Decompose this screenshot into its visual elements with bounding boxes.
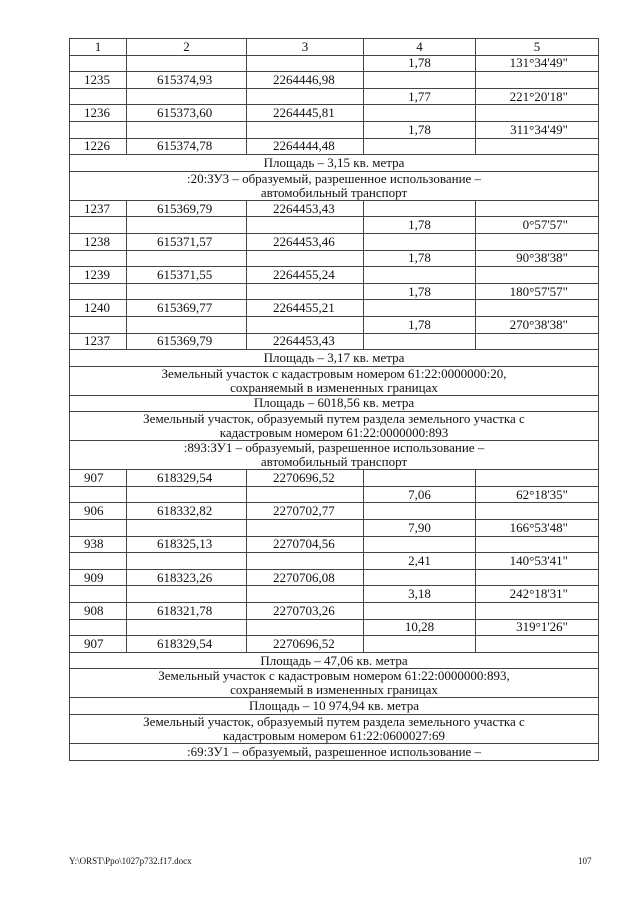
section-heading-line: сохраняемый в измененных границах — [230, 379, 438, 395]
coord-y-empty — [247, 553, 364, 570]
point-number: 1240 — [70, 300, 127, 317]
coord-x: 618321,78 — [127, 603, 247, 620]
coord-x-empty — [127, 486, 247, 503]
segment-angle: 166°53'48" — [476, 520, 599, 537]
coord-x: 615369,79 — [127, 333, 247, 350]
distance-empty — [364, 470, 476, 487]
section-heading-line: автомобильный транспорт — [260, 184, 408, 200]
section-heading-row — [70, 350, 599, 367]
point-number: 908 — [70, 603, 127, 620]
section-heading — [70, 412, 599, 441]
coord-y-empty — [247, 250, 364, 267]
coord-x-empty — [127, 520, 247, 537]
coord-y: 2270704,56 — [247, 536, 364, 553]
point-number-empty — [70, 55, 127, 72]
table-row — [70, 619, 599, 636]
table-row — [70, 586, 599, 603]
section-heading-row — [70, 744, 599, 761]
section-heading — [70, 171, 599, 200]
table-row — [70, 503, 599, 520]
coord-y-empty — [247, 316, 364, 333]
section-heading — [70, 652, 599, 669]
table-header-row — [70, 39, 599, 56]
coord-y-empty — [247, 586, 364, 603]
coord-x: 615371,55 — [127, 267, 247, 284]
table-row — [70, 283, 599, 300]
section-heading — [70, 350, 599, 367]
point-number: 907 — [70, 636, 127, 653]
coord-y: 2264445,81 — [247, 105, 364, 122]
footer-page-number: 107 — [578, 856, 592, 866]
section-heading-line: Земельный участок, образуемый путем раздела земельного участка с — [143, 411, 525, 427]
coord-x-empty — [127, 88, 247, 105]
distance-empty — [364, 300, 476, 317]
table-row — [70, 250, 599, 267]
point-number: 1226 — [70, 138, 127, 155]
point-number-empty — [70, 553, 127, 570]
section-heading-row — [70, 652, 599, 669]
coord-x-empty — [127, 55, 247, 72]
coord-y-empty — [247, 217, 364, 234]
coord-x-empty — [127, 283, 247, 300]
coord-x: 618329,54 — [127, 636, 247, 653]
segment-angle: 319°1'26" — [476, 619, 599, 636]
distance-empty — [364, 503, 476, 520]
coord-x: 615374,78 — [127, 138, 247, 155]
coord-y: 2264446,98 — [247, 72, 364, 89]
point-number-empty — [70, 486, 127, 503]
table-row — [70, 267, 599, 284]
coord-x: 618329,54 — [127, 470, 247, 487]
coord-x: 615369,79 — [127, 200, 247, 217]
table-row — [70, 470, 599, 487]
header-col-2: 2 — [127, 39, 247, 56]
coord-y-empty — [247, 619, 364, 636]
coordinates-table — [69, 38, 599, 761]
table-row — [70, 55, 599, 72]
coord-y: 2264453,43 — [247, 333, 364, 350]
point-number-empty — [70, 121, 127, 138]
coord-y: 2264453,46 — [247, 233, 364, 250]
coord-y: 2270696,52 — [247, 636, 364, 653]
segment-distance: 7,90 — [364, 520, 476, 537]
table-row — [70, 553, 599, 570]
table-row — [70, 636, 599, 653]
table-row — [70, 316, 599, 333]
point-number-empty — [70, 283, 127, 300]
coord-y: 2264453,43 — [247, 200, 364, 217]
header-col-4: 4 — [364, 39, 476, 56]
angle-empty — [476, 300, 599, 317]
table-row — [70, 520, 599, 537]
section-heading-row — [70, 366, 599, 395]
coord-y: 2270706,08 — [247, 569, 364, 586]
section-heading-line: автомобильный транспорт — [260, 454, 408, 470]
table-row — [70, 333, 599, 350]
table-row — [70, 233, 599, 250]
distance-empty — [364, 333, 476, 350]
point-number-empty — [70, 250, 127, 267]
section-heading-line: Площадь – 47,06 кв. метра — [260, 652, 408, 668]
section-heading-line: кадастровым номером 61:22:0000000:893 — [219, 425, 449, 441]
section-heading-line: Земельный участок с кадастровым номером 61:22:0000000:20, — [161, 366, 507, 381]
segment-distance: 1,78 — [364, 250, 476, 267]
distance-empty — [364, 536, 476, 553]
section-heading-row — [70, 441, 599, 470]
angle-empty — [476, 636, 599, 653]
section-heading-row — [70, 715, 599, 744]
segment-distance: 1,78 — [364, 316, 476, 333]
table-row — [70, 105, 599, 122]
section-heading-line: Площадь – 10 974,94 кв. метра — [248, 698, 419, 714]
angle-empty — [476, 72, 599, 89]
coord-y-empty — [247, 121, 364, 138]
section-heading-row — [70, 669, 599, 698]
section-heading-row — [70, 395, 599, 412]
point-number: 1239 — [70, 267, 127, 284]
coord-y: 2264455,21 — [247, 300, 364, 317]
table-row — [70, 486, 599, 503]
section-heading — [70, 715, 599, 744]
coord-y: 2270702,77 — [247, 503, 364, 520]
coord-x-empty — [127, 121, 247, 138]
distance-empty — [364, 72, 476, 89]
segment-angle: 140°53'41" — [476, 553, 599, 570]
section-heading-row — [70, 698, 599, 715]
point-number-empty — [70, 619, 127, 636]
segment-angle: 90°38'38" — [476, 250, 599, 267]
angle-empty — [476, 569, 599, 586]
coord-x-empty — [127, 553, 247, 570]
section-heading — [70, 155, 599, 172]
point-number-empty — [70, 88, 127, 105]
angle-empty — [476, 267, 599, 284]
coord-y-empty — [247, 520, 364, 537]
distance-empty — [364, 233, 476, 250]
segment-distance: 2,41 — [364, 553, 476, 570]
coord-x: 618323,26 — [127, 569, 247, 586]
table-row — [70, 217, 599, 234]
section-heading-row — [70, 155, 599, 172]
coord-x-empty — [127, 217, 247, 234]
coord-x: 618332,82 — [127, 503, 247, 520]
coord-y: 2270696,52 — [247, 470, 364, 487]
section-heading-row — [70, 412, 599, 441]
segment-angle: 311°34'49" — [476, 121, 599, 138]
segment-angle: 221°20'18" — [476, 88, 599, 105]
coord-x-empty — [127, 619, 247, 636]
distance-empty — [364, 636, 476, 653]
section-heading-line: Площадь – 6018,56 кв. метра — [253, 395, 415, 411]
table-row — [70, 138, 599, 155]
section-heading-line: :69:ЗУ1 – образуемый, разрешенное использование – — [186, 743, 482, 759]
table-row — [70, 88, 599, 105]
point-number-empty — [70, 520, 127, 537]
section-heading — [70, 698, 599, 715]
point-number-empty — [70, 217, 127, 234]
coord-y-empty — [247, 486, 364, 503]
coord-x: 618325,13 — [127, 536, 247, 553]
table-row — [70, 536, 599, 553]
section-heading-line: Земельный участок, образуемый путем раздела земельного участка с — [143, 714, 525, 729]
table-row — [70, 300, 599, 317]
coord-x-empty — [127, 250, 247, 267]
angle-empty — [476, 105, 599, 122]
coord-y-empty — [247, 55, 364, 72]
section-heading-line: Площадь – 3,15 кв. метра — [263, 154, 405, 170]
segment-distance: 1,77 — [364, 88, 476, 105]
section-heading — [70, 744, 599, 761]
table-row — [70, 72, 599, 89]
angle-empty — [476, 603, 599, 620]
coord-x: 615371,57 — [127, 233, 247, 250]
coord-y: 2264455,24 — [247, 267, 364, 284]
angle-empty — [476, 138, 599, 155]
segment-distance: 1,78 — [364, 217, 476, 234]
coord-x-empty — [127, 316, 247, 333]
segment-distance: 1,78 — [364, 121, 476, 138]
section-heading-line: сохраняемый в измененных границах — [230, 682, 438, 698]
section-heading — [70, 669, 599, 698]
distance-empty — [364, 267, 476, 284]
section-heading — [70, 441, 599, 470]
coord-x-empty — [127, 586, 247, 603]
distance-empty — [364, 105, 476, 122]
section-heading-row — [70, 171, 599, 200]
point-number: 1235 — [70, 72, 127, 89]
point-number-empty — [70, 316, 127, 333]
coord-x: 615374,93 — [127, 72, 247, 89]
point-number: 1236 — [70, 105, 127, 122]
point-number: 1238 — [70, 233, 127, 250]
segment-angle: 62°18'35" — [476, 486, 599, 503]
table-row — [70, 121, 599, 138]
coord-y: 2264444,48 — [247, 138, 364, 155]
angle-empty — [476, 233, 599, 250]
coord-x: 615369,77 — [127, 300, 247, 317]
distance-empty — [364, 200, 476, 217]
distance-empty — [364, 603, 476, 620]
coord-y-empty — [247, 283, 364, 300]
section-heading-line: :893:ЗУ1 – образуемый, разрешенное использование – — [183, 440, 485, 456]
section-heading-line: Площадь – 3,17 кв. метра — [263, 349, 405, 365]
distance-empty — [364, 138, 476, 155]
section-heading-line: кадастровым номером 61:22:0600027:69 — [222, 728, 445, 743]
section-heading — [70, 366, 599, 395]
table-body — [70, 55, 599, 760]
segment-distance: 3,18 — [364, 586, 476, 603]
point-number-empty — [70, 586, 127, 603]
segment-distance: 1,78 — [364, 283, 476, 300]
segment-distance: 10,28 — [364, 619, 476, 636]
segment-angle: 131°34'49" — [476, 55, 599, 72]
header-col-1: 1 — [70, 39, 127, 56]
header-col-3: 3 — [247, 39, 364, 56]
table-row — [70, 200, 599, 217]
table-row — [70, 603, 599, 620]
segment-distance: 1,78 — [364, 55, 476, 72]
coord-y-empty — [247, 88, 364, 105]
angle-empty — [476, 200, 599, 217]
section-heading — [70, 395, 599, 412]
point-number: 907 — [70, 470, 127, 487]
angle-empty — [476, 333, 599, 350]
segment-angle: 270°38'38" — [476, 316, 599, 333]
point-number: 1237 — [70, 200, 127, 217]
point-number: 938 — [70, 536, 127, 553]
segment-angle: 242°18'31" — [476, 586, 599, 603]
angle-empty — [476, 470, 599, 487]
coord-y: 2270703,26 — [247, 603, 364, 620]
section-heading-line: Земельный участок с кадастровым номером 61:22:0000000:893, — [158, 668, 510, 684]
header-col-5: 5 — [476, 39, 599, 56]
coord-x: 615373,60 — [127, 105, 247, 122]
segment-angle: 0°57'57" — [476, 217, 599, 234]
table-row — [70, 569, 599, 586]
section-heading-line: :20:ЗУ3 – образуемый, разрешенное использование – — [186, 171, 482, 186]
point-number: 906 — [70, 503, 127, 520]
point-number: 909 — [70, 569, 127, 586]
segment-angle: 180°57'57" — [476, 283, 599, 300]
segment-distance: 7,06 — [364, 486, 476, 503]
distance-empty — [364, 569, 476, 586]
angle-empty — [476, 503, 599, 520]
angle-empty — [476, 536, 599, 553]
point-number: 1237 — [70, 333, 127, 350]
footer-file-path: Y:\ORST\Ppo\1027p732.f17.docx — [69, 856, 192, 866]
